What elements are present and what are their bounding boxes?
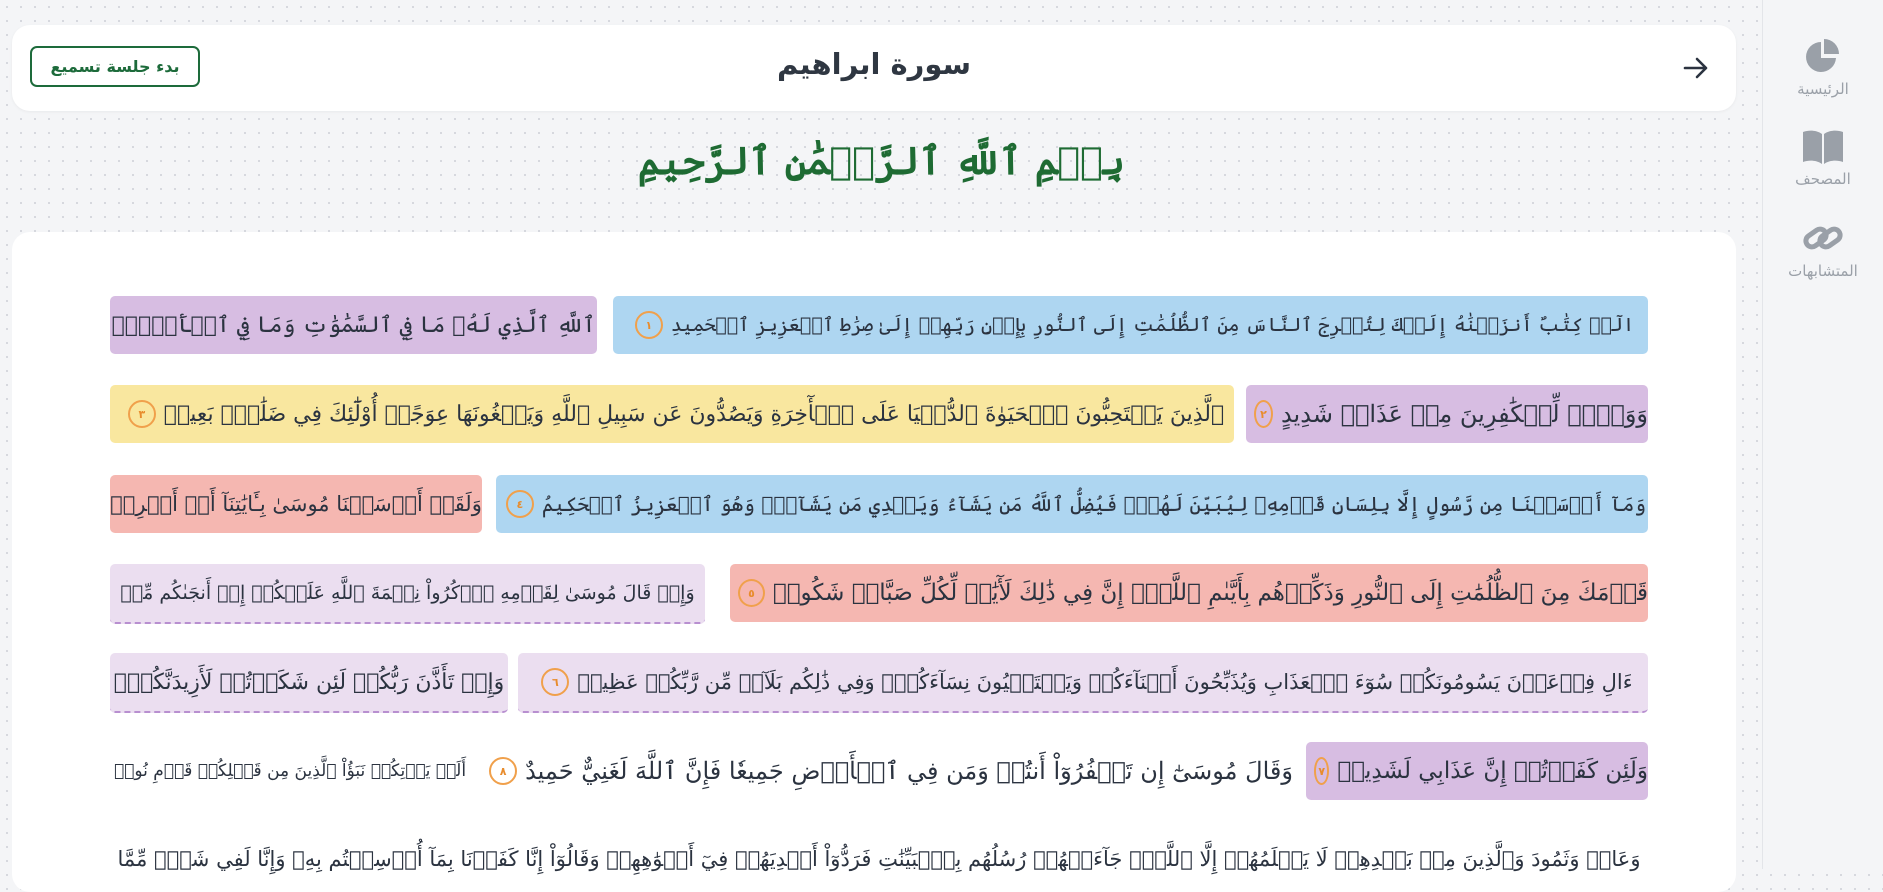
ayah-number-marker: ٤ [506, 490, 534, 518]
header-bar [12, 25, 1736, 111]
ayah-number-marker: ١ [635, 311, 663, 339]
ayah-segment[interactable] [110, 742, 470, 800]
mushaf-line [110, 385, 1648, 445]
ayah-text: أَلَمۡ يَأۡتِكُمۡ نَبَؤُاْ ٱلَّذِينَ مِن قَبۡلِكُمۡ قَوۡمِ نُوحٖ [113, 761, 467, 781]
ayah-number-marker: ٦ [541, 668, 569, 696]
ayah-segment[interactable] [518, 653, 1648, 713]
link-icon [1801, 218, 1845, 258]
ayah-segment[interactable] [110, 653, 508, 713]
book-icon [1801, 128, 1845, 166]
sidebar [1762, 0, 1883, 869]
ayah-number-marker: ٢ [1254, 400, 1273, 428]
ayah-segment[interactable] [1306, 742, 1648, 800]
ayah-number-marker: ٨ [489, 757, 517, 785]
mushaf-line [110, 564, 1648, 624]
ayah-text: الٓرۚ كِتَٰبٌ أَنزَلۡنَٰهُ إِلَيۡكَ لِتُخۡرِجَ ٱلنَّاسَ مِنَ ٱلظُّلُمَٰتِ إِلَى ٱلنُّورِ بِإِذۡنِ رَبِّهِمۡ إِلَىٰ صِرَٰطِ ٱلۡعَزِيزِ ٱلۡحَمِيدِ [670, 314, 1635, 336]
ayah-text: ءَالِ فِرۡعَوۡنَ يَسُومُونَكُمۡ سُوٓءَ ٱلۡعَذَابِ وَيُذَبِّحُونَ أَبۡنَآءَكُمۡ وَيَسۡتَحۡيُونَ نِسَآءَكُمۡۚ وَفِي ذَٰلِكُم بَلَآءٞ مِّن رَّبِّكُمۡ عَظِيمٞ [577, 670, 1633, 694]
ayah-text: وَقَالَ مُوسَىٰٓ إِن تَكۡفُرُوٓاْ أَنتُمۡ وَمَن فِي ٱلۡأَرۡضِ جَمِيعٗا فَإِنَّ ٱللَّهَ لَغَنِيٌّ حَمِيدٌ [525, 757, 1293, 785]
ayah-segment[interactable] [110, 830, 1648, 888]
ayah-segment[interactable] [496, 475, 1648, 533]
ayah-number-marker: ٥ [738, 579, 765, 607]
sidebar-item-mushaf[interactable] [1763, 128, 1883, 188]
ayah-text: وَإِذۡ قَالَ مُوسَىٰ لِقَوۡمِهِ ٱذۡكُرُواْ نِعۡمَةَ ٱللَّهِ عَلَيۡكُمۡ إِذۡ أَنجَىٰكُم مِّنۡ [120, 582, 695, 604]
ayah-text: وَمَآ أَرۡسَلۡنَا مِن رَّسُولٍ إِلَّا بِلِسَانِ قَوۡمِهِۦ لِيُبَيِّنَ لَهُمۡۖ فَيُضِلُّ ٱللَّهُ مَن يَشَآءُ وَيَهۡدِي مَن يَشَآءُۚ وَهُوَ ٱلۡعَزِيزُ ٱلۡحَكِيمُ [541, 492, 1647, 516]
ayah-segment[interactable] [478, 742, 1296, 800]
mushaf-line [110, 830, 1648, 890]
ayah-text: ٱللَّهِ ٱلَّذِي لَهُۥ مَا فِي ٱلسَّمَٰوَٰتِ وَمَا فِي ٱلۡأَرۡضِۗ [111, 312, 596, 338]
ayah-segment[interactable] [730, 564, 1648, 622]
sidebar-item-home[interactable] [1763, 36, 1883, 98]
mushaf-line [110, 653, 1648, 713]
ayah-number-marker: ٧ [1314, 757, 1329, 785]
ayah-segment[interactable] [110, 564, 705, 624]
start-recitation-button[interactable]: بدء جلسة تسميع [30, 46, 200, 87]
ayah-text: وَلَقَدۡ أَرۡسَلۡنَا مُوسَىٰ بِـَٔايَٰتِنَآ أَنۡ أَخۡرِجۡ [110, 492, 482, 516]
mushaf-page [12, 232, 1736, 892]
sidebar-item-label: المتشابهات [1788, 262, 1858, 280]
ayah-segment[interactable] [613, 296, 1648, 354]
ayah-text: وَعَادٖ وَثَمُودَ وَٱلَّذِينَ مِنۢ بَعۡدِهِمۡ لَا يَعۡلَمُهُمۡ إِلَّا ٱللَّهُۚ جَآءَتۡهُمۡ رُسُلُهُم بِٱلۡبَيِّنَٰتِ فَرَدُّوٓاْ أَيۡدِيَهُمۡ فِيٓ أَفۡوَٰهِهِمۡ وَقَالُوٓاْ إِنَّا كَفَرۡنَا بِمَآ أُرۡسِلۡتُم بِهِۦ وَإِنَّا لَفِي شَكّٖ مِّمَّا [117, 847, 1641, 871]
pie-chart-icon [1803, 36, 1843, 76]
page-title: سورة ابراهيم [776, 47, 972, 81]
basmala: بِسۡمِ ٱللَّهِ ٱلرَّحۡمَٰنِ ٱلرَّحِيمِ [637, 138, 1126, 183]
sidebar-item-similar[interactable] [1763, 218, 1883, 280]
ayah-segment[interactable] [110, 385, 1234, 443]
mushaf-line [110, 296, 1648, 356]
sidebar-item-label: الرئيسية [1797, 80, 1849, 98]
ayah-text: وَإِذۡ تَأَذَّنَ رَبُّكُمۡ لَئِن شَكَرۡتُمۡ لَأَزِيدَنَّكُمۡۖ [113, 669, 505, 695]
ayah-text: وَلَئِن كَفَرۡتُمۡ إِنَّ عَذَابِي لَشَدِيدٞ [1337, 758, 1648, 784]
ayah-text: قَوۡمَكَ مِنَ ٱلظُّلُمَٰتِ إِلَى ٱلنُّورِ وَذَكِّرۡهُم بِأَيَّىٰمِ ٱللَّهِۚ إِنَّ فِي ذَٰلِكَ لَأٓيَٰتٖ لِّكُلِّ صَبَّارٖ شَكُورٖ [772, 580, 1648, 606]
ayah-text: وَوَيۡلٞ لِّلۡكَٰفِرِينَ مِنۡ عَذَابٖ شَدِيدٍ [1280, 400, 1648, 428]
ayah-text: ٱلَّذِينَ يَسۡتَحِبُّونَ ٱلۡحَيَوٰةَ ٱلدُّنۡيَا عَلَى ٱلۡأٓخِرَةِ وَيَصُدُّونَ عَن سَبِيلِ ٱللَّهِ وَيَبۡغُونَهَا عِوَجًاۚ أُوْلَٰٓئِكَ فِي ضَلَٰلِۭ بَعِيدٖ [163, 401, 1225, 427]
ayah-segment[interactable] [110, 475, 482, 533]
ayah-number-marker: ٣ [128, 400, 156, 428]
mushaf-line [110, 742, 1648, 802]
ayah-segment[interactable] [110, 296, 597, 354]
ayah-segment[interactable] [1246, 385, 1648, 443]
mushaf-line [110, 475, 1648, 535]
sidebar-item-label: المصحف [1795, 170, 1851, 188]
